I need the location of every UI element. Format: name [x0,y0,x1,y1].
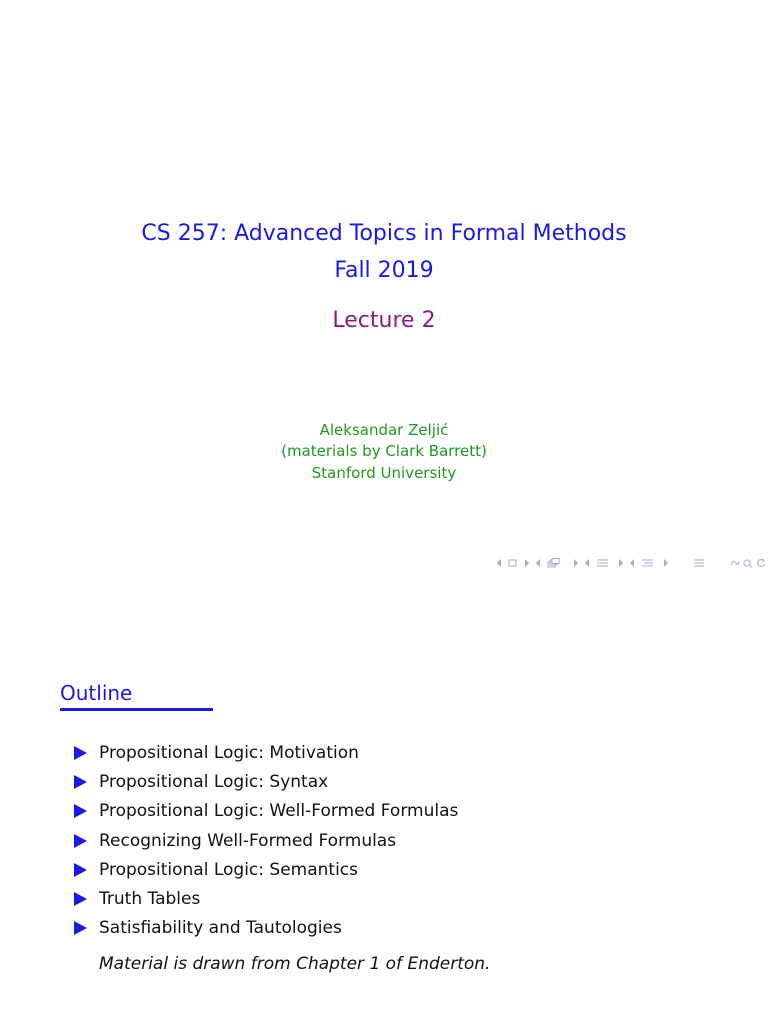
triangle-bullet-icon [74,746,92,760]
list-item [74,884,458,913]
list-item-label: Recognizing Well-Formed Formulas [99,830,397,851]
frame-title-underline [60,708,213,711]
list-item-label: Propositional Logic: Semantics [99,859,359,880]
triangle-bullet-icon [74,804,92,818]
list-item-label: Propositional Logic: Motivation [99,742,359,763]
list-item [74,914,458,943]
triangle-bullet-icon [74,892,92,906]
presentation-term: Fall 2019 [334,258,434,283]
list-item-label: Propositional Logic: Well-Formed Formulas [99,801,459,822]
list-item [74,855,458,884]
triangle-bullet-icon [74,921,92,935]
triangle-bullet-icon [74,834,92,848]
lecture-subtitle: Lecture 2 [332,308,436,333]
list-item [74,797,458,826]
outline-slide [0,512,768,1024]
triangle-bullet-icon [74,863,92,877]
list-item-label: Propositional Logic: Syntax [99,771,329,792]
outline-list [74,738,458,943]
institution: Stanford University [311,464,457,482]
list-item [74,826,458,855]
presentation-title: CS 257: Advanced Topics in Formal Methods [141,221,627,246]
frame-title: Outline [60,681,133,705]
list-item [74,738,458,767]
list-item-label: Satisfiability and Tautologies [99,918,342,939]
list-item-label: Truth Tables [99,889,201,910]
source-note: Material is drawn from Chapter 1 of Enderton. [99,954,491,974]
list-item [74,767,458,796]
author-name: Aleksandar Zeljić [319,421,449,439]
author-note: (materials by Clark Barrett) [281,442,487,460]
triangle-bullet-icon [74,775,92,789]
